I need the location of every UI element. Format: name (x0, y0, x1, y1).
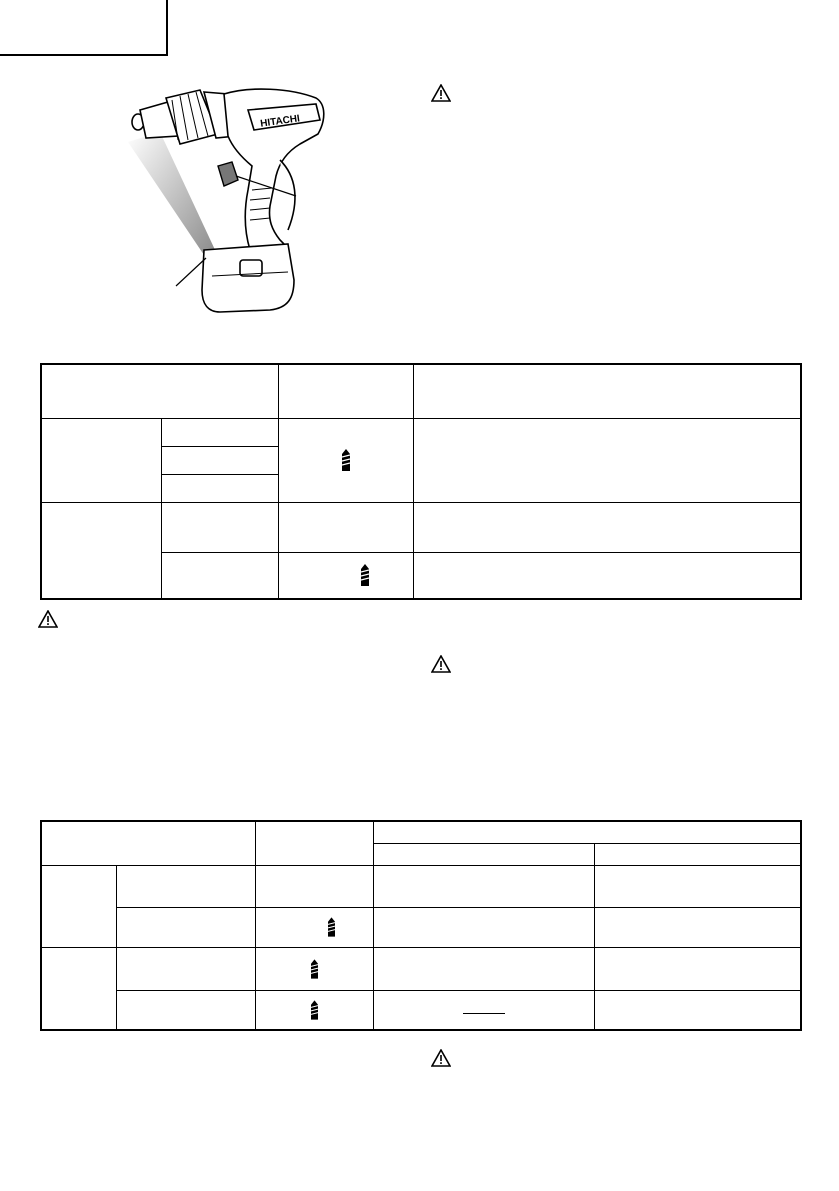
table-cell (116, 907, 255, 947)
table-cell (373, 821, 801, 843)
table-row (41, 821, 801, 843)
underline-mark (463, 1013, 505, 1014)
table-cell (373, 865, 594, 907)
table-row (41, 502, 801, 552)
table-cell (413, 364, 801, 418)
table-row (41, 418, 801, 446)
light-beam (128, 132, 216, 258)
table-cell (278, 552, 413, 599)
drill-bit-icon (328, 917, 335, 937)
table-cell (594, 865, 801, 907)
brand-logo: HITACHI (259, 113, 301, 130)
table-cell (41, 865, 116, 947)
drill-bit-icon (311, 1000, 318, 1020)
table-row (41, 947, 801, 990)
table-1 (40, 363, 802, 600)
page-tab (0, 0, 168, 56)
drill-bit-icon (361, 564, 369, 586)
table-cell (161, 552, 278, 599)
table-row (41, 990, 801, 1030)
leader-line-light (176, 258, 206, 286)
table-cell (594, 843, 801, 865)
table-cell (116, 990, 255, 1030)
table-cell (278, 502, 413, 552)
table-cell (594, 907, 801, 947)
table-cell (161, 446, 278, 474)
table-cell (373, 990, 594, 1030)
table-cell (41, 502, 161, 599)
drill-body (224, 89, 324, 252)
warning-icon (38, 610, 58, 628)
table-cell (41, 364, 278, 418)
table-cell (255, 821, 373, 865)
table-row (41, 865, 801, 907)
table-cell (373, 947, 594, 990)
table-cell (413, 552, 801, 599)
table-row (41, 364, 801, 418)
table-cell (116, 865, 255, 907)
table-cell (161, 418, 278, 446)
drill-bit-icon (342, 449, 350, 471)
table-cell (41, 821, 255, 865)
table-cell (413, 418, 801, 502)
table-cell (373, 907, 594, 947)
warning-icon (431, 655, 451, 673)
table-row (41, 907, 801, 947)
table-cell (161, 474, 278, 502)
table-cell (41, 418, 161, 502)
chuck (132, 90, 236, 144)
drill-illustration (120, 80, 340, 320)
table-cell (413, 502, 801, 552)
table-cell (255, 990, 373, 1030)
table-cell (255, 907, 373, 947)
table-cell (116, 947, 255, 990)
table-cell (278, 418, 413, 502)
drill-bit-icon (311, 959, 318, 979)
warning-icon (431, 1049, 451, 1067)
trigger (218, 162, 238, 186)
table-cell (41, 947, 116, 1030)
table-cell (594, 990, 801, 1030)
battery (202, 244, 294, 312)
warning-icon (431, 84, 451, 102)
table-cell (278, 364, 413, 418)
table-cell (594, 947, 801, 990)
table-2 (40, 820, 802, 1031)
table-cell (255, 865, 373, 907)
table-cell (255, 947, 373, 990)
table-cell (373, 843, 594, 865)
table-cell (161, 502, 278, 552)
